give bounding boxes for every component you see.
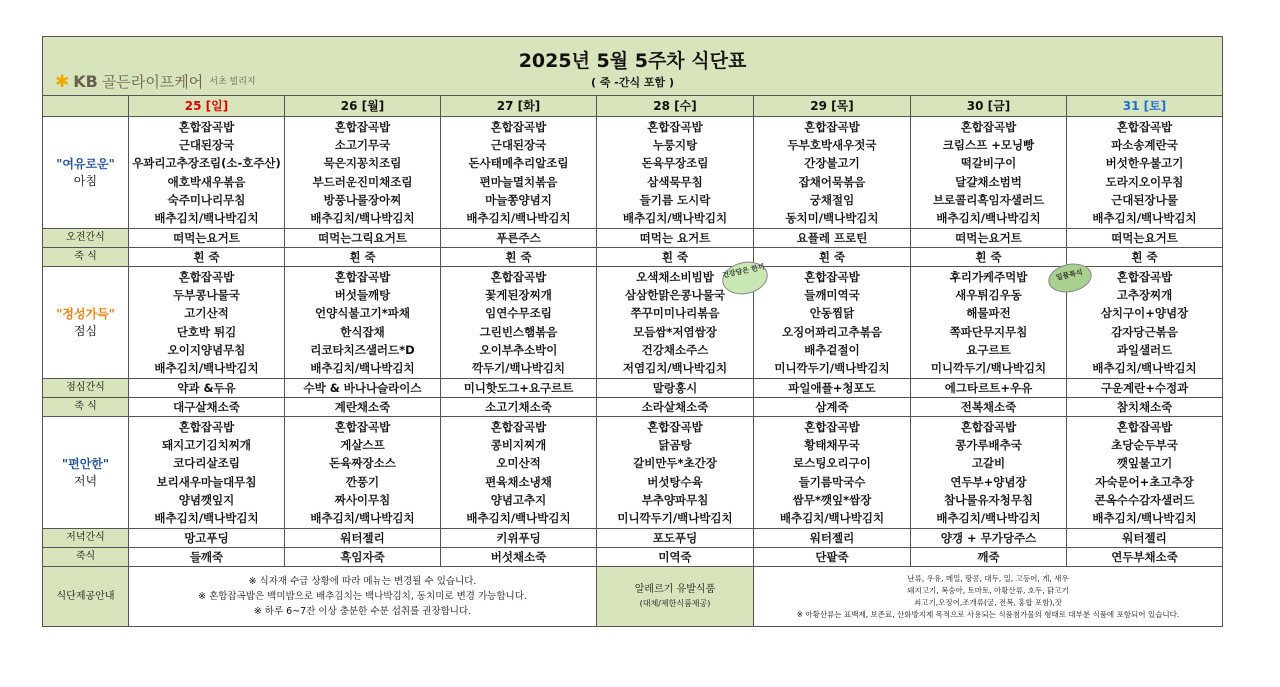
menu-item: 누룽지탕 [652, 138, 698, 153]
snack-cell: 소고기채소죽 [441, 398, 597, 417]
menu-cell [1067, 417, 1223, 529]
snack-cell: 워터젤리 [1067, 529, 1223, 548]
menu-item: 간장불고기 [804, 156, 860, 171]
menu-item: 미니깍두기/백나박김치 [617, 510, 733, 525]
snack-cell: 양갱 + 무가당주스 [911, 529, 1067, 548]
menu-item: 배추김치/백나박김치 [466, 210, 571, 225]
snack-cell: 흰 죽 [754, 248, 911, 267]
footer-label: 식단제공안내 [43, 567, 129, 627]
logo [55, 73, 256, 91]
menu-item: 부드러운진미채조림 [312, 174, 413, 189]
menu-item: 과일샐러드 [1116, 342, 1173, 357]
lunch-label [43, 267, 129, 379]
menu-item: 갈비만두*초간장 [633, 456, 717, 471]
lunch-title: 점심 [73, 323, 98, 338]
menu-item: 소고기무국 [334, 138, 391, 153]
menu-item: 안동찜닭 [809, 306, 855, 321]
menu-item: 혼합잡곡밥 [960, 419, 1017, 434]
health-badge: 건강담은 한끼 [719, 258, 771, 299]
snack-cell: 수박 & 바나나슬라이스 [285, 379, 441, 398]
snack-cell: 흰 죽 [129, 248, 285, 267]
menu-item: 우꽈리고추장조림(소-호주산) [132, 156, 281, 171]
menu-item: 초당순두부국 [1111, 438, 1178, 453]
menu-item: 버섯들깨탕 [334, 288, 391, 303]
allergy-line: 돼지고기, 복숭아, 토마토, 아황산류, 호두, 닭고기 [907, 585, 1069, 595]
menu-item: 리코타치즈샐러드*D [310, 342, 415, 357]
menu-cell [441, 267, 597, 379]
dinner-row [43, 417, 1223, 529]
menu-item: 혼합잡곡밥 [804, 119, 860, 134]
menu-item: 떡갈비구이 [960, 156, 1017, 171]
allergy-label-cell [597, 567, 754, 627]
star-logo-icon: ✱ [55, 72, 70, 92]
allergy-line: 난류, 우유, 메밀, 땅콩, 대두, 밀, 고등어, 게, 새우 [907, 573, 1069, 583]
snack-cell: 전복채소죽 [911, 398, 1067, 417]
logo-branch: 서초 빌리지 [209, 77, 256, 87]
menu-item: 혼합잡곡밥 [1116, 419, 1173, 434]
snack-cell: 포도푸딩 [597, 529, 754, 548]
menu-item: 모듬쌈*저염쌈장 [633, 324, 717, 339]
menu-item: 요구르트 [966, 342, 1011, 357]
snack-cell: 깨죽 [911, 548, 1067, 567]
note-line: ※ 하루 6~7잔 이상 충분한 수분 섭취를 권장합니다. [253, 606, 472, 617]
snack-cell: 연두부채소죽 [1067, 548, 1223, 567]
snack-cell: 떠먹는요거트 [129, 229, 285, 248]
day-header: 26 [월] [285, 96, 441, 117]
menu-item: 두부콩나물국 [173, 288, 240, 303]
menu-cell [754, 417, 911, 529]
menu-cell [754, 117, 911, 229]
menu-item: 배추김치/백나박김치 [310, 510, 415, 525]
snack-cell: 에그타르트+우유 [911, 379, 1067, 398]
day-header: 29 [목] [754, 96, 911, 117]
snack-cell: 흰 죽 [597, 248, 754, 267]
afternoon-snack-label: 점심간식 [43, 379, 129, 398]
evening-snack-label: 저녁간식 [43, 529, 129, 548]
menu-item: 편마늘멸치볶음 [479, 174, 558, 189]
snack-cell: 구운계란+수정과 [1067, 379, 1223, 398]
special-badge: 일품특식 [1046, 260, 1095, 297]
menu-item: 오이지양념무침 [167, 342, 246, 357]
menu-item: 삼삼한맑은콩나물국 [625, 288, 725, 303]
menu-item: 콘옥수수감자샐러드 [1094, 492, 1195, 507]
menu-item: 들깨미역국 [804, 288, 860, 303]
dinner-title: 저녁 [73, 473, 98, 488]
menu-item: 동치미/백나박김치 [785, 210, 879, 225]
menu-item: 쌈무*깻잎*쌈장 [792, 492, 872, 507]
dinner-label [43, 417, 129, 529]
menu-item: 건강채소주스 [641, 342, 709, 357]
menu-item: 배추김치/백나박김치 [1092, 360, 1197, 375]
allergy-info [754, 567, 1223, 627]
snack-cell: 떠먹는그릭요거트 [285, 229, 441, 248]
logo-name: 골든라이프케어 [101, 73, 204, 91]
menu-item: 혼합잡곡밥 [178, 269, 235, 284]
menu-item: 도라지오이무침 [1105, 174, 1184, 189]
menu-cell [285, 417, 441, 529]
snack-cell: 약과 &두유 [129, 379, 285, 398]
menu-item: 자숙문어+초고추장 [1095, 474, 1194, 489]
menu-item: 임연수무조림 [485, 306, 552, 321]
allergy-sub: (대체/제한식품제공) [639, 598, 711, 608]
menu-item: 오징어꽈리고추볶음 [782, 324, 882, 339]
menu-item: 들기름 도시락 [639, 192, 711, 207]
snack-cell: 파일애플+청포도 [754, 379, 911, 398]
porridge-pm-row [43, 398, 1223, 417]
corner-cell [43, 96, 129, 117]
menu-item: 혼합잡곡밥 [804, 419, 860, 434]
snack-cell: 대구살채소죽 [129, 398, 285, 417]
menu-item: 부추양파무침 [641, 492, 709, 507]
snack-cell: 푸른주스 [441, 229, 597, 248]
day-header: 25 [일] [129, 96, 285, 117]
menu-item: 혼합잡곡밥 [178, 419, 235, 434]
porridge-eve-label: 죽식 [43, 548, 129, 567]
porridge-am-row [43, 248, 1223, 267]
menu-item: 그린빈스햄볶음 [479, 324, 558, 339]
allergy-line: 쇠고기,오징어,조개류(굴, 전복, 홍합 포함),잣 [913, 597, 1063, 607]
menu-cell [1067, 117, 1223, 229]
menu-item: 배추김치/백나박김치 [466, 510, 571, 525]
menu-item: 후리가케주먹밥 [949, 269, 1028, 284]
menu-item: 돈육짜장소스 [329, 456, 396, 471]
snack-cell: 단팥죽 [754, 548, 911, 567]
menu-cell [597, 117, 754, 229]
menu-item: 깻잎불고기 [1116, 456, 1173, 471]
snack-cell: 들깨죽 [129, 548, 285, 567]
menu-item: 배추김치/백나박김치 [154, 360, 259, 375]
menu-item: 혼합잡곡밥 [334, 269, 391, 284]
menu-item: 게살스프 [340, 438, 385, 453]
menu-item: 깐풍기 [345, 474, 380, 489]
menu-item: 편육채소냉채 [485, 474, 552, 489]
footer-notes [129, 567, 597, 627]
menu-item: 황태채무국 [804, 438, 860, 453]
day-header: 27 [화] [441, 96, 597, 117]
menu-item: 연두부+양념장 [950, 474, 1027, 489]
allergy-label: 알레르기 유발식품 [634, 583, 716, 595]
menu-item: 브로콜리흑임자샐러드 [932, 192, 1045, 207]
menu-item: 혼합잡곡밥 [960, 119, 1017, 134]
menu-item: 혼합잡곡밥 [490, 119, 547, 134]
menu-item: 혼합잡곡밥 [490, 269, 547, 284]
menu-item: 양념깻잎지 [178, 492, 235, 507]
menu-item: 로스팅오리구이 [793, 456, 871, 471]
day-header: 31 [토] [1067, 96, 1223, 117]
menu-item: 해물파전 [966, 306, 1011, 321]
allergy-line: ※ 아황산류는 표백제, 보존료, 산화방지제 목적으로 사용되는 식품첨가물의 형태로 대부분 식품에 포함되어 있습니다. [796, 609, 1180, 619]
footer-row [43, 567, 1223, 627]
menu-item: 고추장찌개 [1116, 288, 1173, 303]
snack-cell: 워터젤리 [285, 529, 441, 548]
snack-cell: 떠먹는요거트 [911, 229, 1067, 248]
menu-cell [129, 267, 285, 379]
menu-item: 배추김치/백나박김치 [154, 510, 259, 525]
snack-cell: 말랑홍시 [597, 379, 754, 398]
menu-item: 숙주미나리무침 [167, 192, 246, 207]
menu-item: 보리새우마늘대무침 [156, 474, 257, 489]
menu-item: 근대된장나물 [1111, 192, 1178, 207]
menu-item: 근대된장국 [178, 138, 235, 153]
menu-item: 단호박 튀김 [176, 324, 237, 339]
morning-snack-row [43, 229, 1223, 248]
menu-item: 배추김치/백나박김치 [310, 210, 415, 225]
day-header: 28 [수] [597, 96, 754, 117]
menu-item: 배추김치/백나박김치 [779, 510, 885, 525]
menu-item: 배추김치/백나박김치 [310, 360, 415, 375]
logo-brand: KB [73, 72, 98, 91]
menu-cell [911, 117, 1067, 229]
menu-item: 닭곰탕 [658, 438, 692, 453]
morning-snack-label: 오전간식 [43, 229, 129, 248]
menu-cell [754, 267, 911, 379]
menu-item: 버섯탕수육 [647, 474, 703, 489]
menu-item: 배추김치/백나박김치 [622, 210, 728, 225]
menu-item: 크림스프 +모닝빵 [942, 138, 1035, 153]
snack-cell: 계란채소죽 [285, 398, 441, 417]
page-subtitle: ( 죽 -간식 포함 ) [590, 76, 675, 89]
menu-item: 혼합잡곡밥 [178, 119, 235, 134]
menu-item: 콩가루배추국 [955, 438, 1022, 453]
snack-cell: 떠먹는요거트 [1067, 229, 1223, 248]
menu-item: 혼합잡곡밥 [647, 419, 703, 434]
header [43, 37, 1223, 96]
snack-cell: 흰 죽 [911, 248, 1067, 267]
menu-item: 꽃게된장찌개 [485, 288, 552, 303]
snack-cell: 흑임자죽 [285, 548, 441, 567]
menu-item: 새우튀김우동 [955, 288, 1022, 303]
snack-cell: 삼계죽 [754, 398, 911, 417]
snack-cell: 미역죽 [597, 548, 754, 567]
menu-cell [911, 417, 1067, 529]
menu-cell [285, 117, 441, 229]
menu-cell [285, 267, 441, 379]
menu-item: 한식잡채 [340, 324, 385, 339]
menu-item: 깍두기/백나박김치 [471, 360, 566, 375]
menu-item: 오색채소비빔밥 [636, 269, 714, 284]
menu-item: 애호박새우볶음 [167, 174, 246, 189]
menu-item: 혼합잡곡밥 [1116, 269, 1173, 284]
menu-item: 혼합잡곡밥 [804, 269, 860, 284]
menu-item: 버섯한우불고기 [1105, 156, 1184, 171]
snack-cell: 참치채소죽 [1067, 398, 1223, 417]
menu-cell [911, 267, 1067, 379]
snack-cell: 소라살채소죽 [597, 398, 754, 417]
menu-cell [441, 417, 597, 529]
menu-item: 돈육무장조림 [641, 156, 709, 171]
page-title: 2025년 5월 5주차 식단표 [518, 50, 747, 72]
menu-item: 양념고추지 [490, 492, 547, 507]
day-header: 30 [금] [911, 96, 1067, 117]
menu-item: 삼색묵무침 [647, 174, 703, 189]
lunch-row [43, 267, 1223, 379]
snack-cell: 흰 죽 [1067, 248, 1223, 267]
breakfast-label [43, 117, 129, 229]
menu-item: 오미산적 [496, 456, 541, 471]
snack-cell: 떠먹는 요거트 [597, 229, 754, 248]
menu-item: 배추김치/백나박김치 [936, 510, 1041, 525]
lunch-tag: "정성가득" [56, 306, 115, 321]
snack-cell: 키위푸딩 [441, 529, 597, 548]
menu-item: 쪽파단무지무침 [949, 324, 1028, 339]
weekly-menu-table [42, 36, 1223, 627]
porridge-am-label: 죽 식 [43, 248, 129, 267]
menu-cell [129, 417, 285, 529]
menu-cell [129, 117, 285, 229]
menu-item: 혼합잡곡밥 [647, 119, 703, 134]
evening-snack-row [43, 529, 1223, 548]
menu-item: 배추겉절이 [804, 342, 860, 357]
menu-sheet [42, 36, 1222, 627]
menu-item: 콩비지찌개 [490, 438, 547, 453]
menu-item: 잡채어묵볶음 [798, 174, 866, 189]
note-line: ※ 혼합잡곡밥은 백미밥으로 배추김치는 백나박김치, 동치미로 변경 가능합니다. [198, 591, 527, 602]
snack-cell: 미니핫도그+요구르트 [441, 379, 597, 398]
menu-item: 혼합잡곡밥 [334, 119, 391, 134]
breakfast-tag: "여유로운" [56, 156, 115, 171]
menu-item: 언양식불고기*파채 [315, 306, 410, 321]
snack-cell: 버섯채소죽 [441, 548, 597, 567]
menu-item: 혼합잡곡밥 [334, 419, 391, 434]
menu-item: 돼지고기김치찌개 [162, 438, 251, 453]
menu-item: 쭈꾸미미나리볶음 [630, 306, 720, 321]
menu-item: 궁채절임 [809, 192, 855, 207]
menu-item: 미니깍두기/백나박김치 [774, 360, 890, 375]
menu-item: 배추김치/백나박김치 [1092, 510, 1197, 525]
porridge-eve-row [43, 548, 1223, 567]
menu-item: 혼합잡곡밥 [1116, 119, 1173, 134]
note-line: ※ 식자재 수급 상황에 따라 메뉴는 변경될 수 있습니다. [248, 576, 477, 587]
menu-item: 배추김치/백나박김치 [1092, 210, 1197, 225]
menu-item: 묵은지꽁치조림 [323, 156, 402, 171]
menu-item: 혼합잡곡밥 [490, 419, 547, 434]
breakfast-title: 아침 [73, 173, 98, 188]
menu-cell [1067, 267, 1223, 379]
menu-item: 근대된장국 [490, 138, 547, 153]
menu-item: 고갈비 [971, 456, 1006, 471]
menu-item: 마늘쫑양념지 [485, 192, 552, 207]
menu-item: 배추김치/백나박김치 [154, 210, 259, 225]
menu-cell [597, 417, 754, 529]
menu-item: 짜사이무침 [334, 492, 391, 507]
menu-item: 배추김치/백나박김치 [936, 210, 1041, 225]
menu-item: 코다리살조림 [173, 456, 240, 471]
menu-item: 들기름막국수 [798, 474, 866, 489]
menu-item: 저염김치/백나박김치 [622, 360, 728, 375]
snack-cell: 망고푸딩 [129, 529, 285, 548]
menu-item: 삼치구이+양념장 [1100, 306, 1189, 321]
dinner-tag: "편안한" [61, 456, 110, 471]
porridge-pm-label: 죽 식 [43, 398, 129, 417]
menu-cell [441, 117, 597, 229]
afternoon-snack-row [43, 379, 1223, 398]
breakfast-row [43, 117, 1223, 229]
menu-item: 방풍나물장아찌 [323, 192, 402, 207]
menu-item: 참나물유자청무침 [944, 492, 1033, 507]
menu-item: 미니깍두기/백나박김치 [930, 360, 1047, 375]
snack-cell: 워터젤리 [754, 529, 911, 548]
snack-cell: 흰 죽 [285, 248, 441, 267]
menu-item: 오이부추소박이 [479, 342, 558, 357]
menu-item: 두부호박새우젓국 [787, 138, 877, 153]
snack-cell: 요플레 프로틴 [754, 229, 911, 248]
menu-item: 달걀채소범벅 [955, 174, 1022, 189]
menu-item: 파소송계란국 [1111, 138, 1178, 153]
menu-item: 고기산적 [184, 306, 229, 321]
day-header-row [43, 96, 1223, 117]
snack-cell: 흰 죽 [441, 248, 597, 267]
menu-item: 감자당근볶음 [1111, 324, 1178, 339]
menu-item: 돈사태메추리알조림 [468, 156, 569, 171]
